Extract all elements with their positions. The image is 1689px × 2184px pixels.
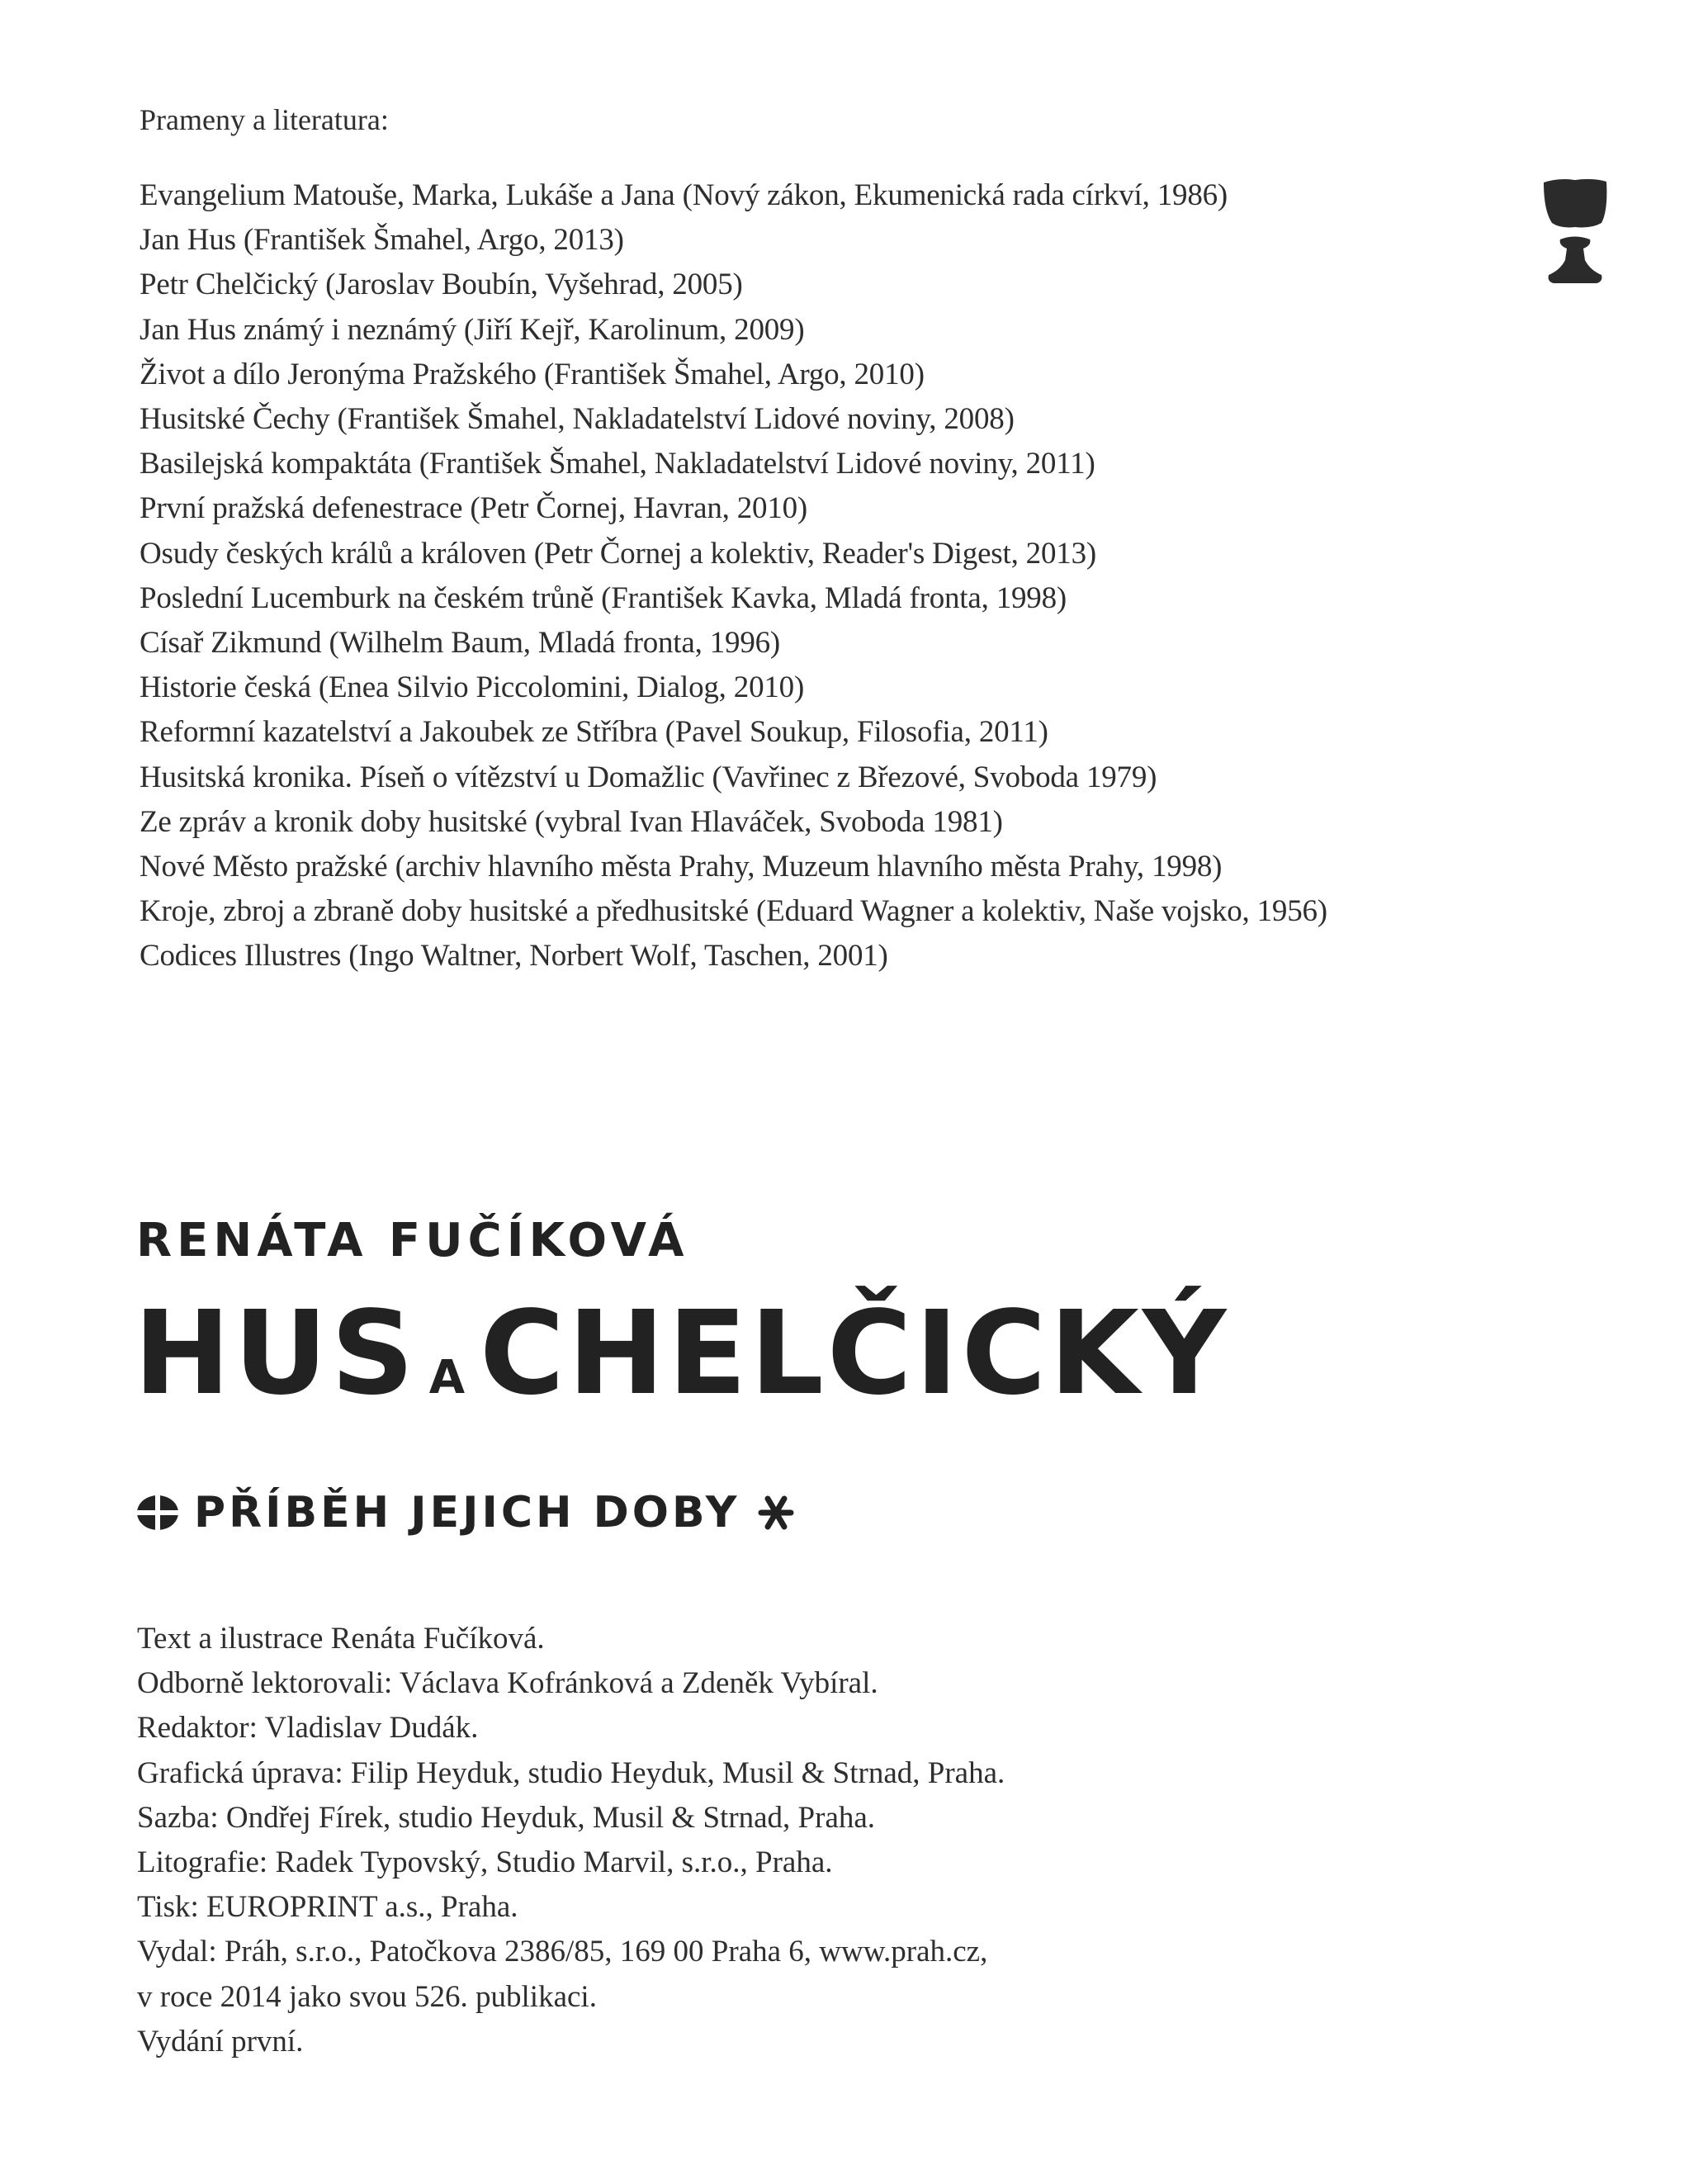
credit-line: Litografie: Radek Typovský, Studio Marvil, s.r.o., Praha. (137, 1845, 833, 1880)
source-item: Husitská kronika. Píseň o vítězství u Domažlic (Vavřinec z Březové, Svoboda 1979) (140, 760, 1157, 794)
source-item: Petr Chelčický (Jaroslav Boubín, Vyšehrad, 2005) (140, 268, 743, 302)
source-item: První pražská defenestrace (Petr Čornej, Havran, 2010) (140, 491, 808, 526)
star-ornament-icon (755, 1494, 797, 1532)
credit-line: v roce 2014 jako svou 526. publikaci. (137, 1979, 597, 2014)
source-item: Jan Hus známý i neznámý (Jiří Kejř, Karolinum, 2009) (140, 312, 805, 347)
source-item: Husitské Čechy (František Šmahel, Nakladatelství Lidové noviny, 2008) (140, 402, 1015, 437)
source-item: Poslední Lucemburk na českém trůně (František Kavka, Mladá fronta, 1998) (140, 580, 1067, 615)
chalice-icon (1542, 178, 1608, 289)
source-item: Osudy českých králů a královen (Petr Čornej a kolektiv, Reader's Digest, 2013) (140, 536, 1096, 571)
source-item: Kroje, zbroj a zbraně doby husitské a předhusitské (Eduard Wagner a kolektiv, Naše vojsko, 1956) (140, 894, 1327, 929)
credit-line: Redaktor: Vladislav Dudák. (137, 1711, 479, 1746)
title-conjunction: A (428, 1351, 469, 1405)
title-part-hus: HUS (134, 1286, 418, 1421)
source-item: Život a dílo Jeronýma Pražského (František Šmahel, Argo, 2010) (140, 357, 925, 391)
book-title (134, 1286, 1230, 1421)
credit-line: Odborně lektorovali: Václava Kofránková a Zdeněk Vybíral. (137, 1666, 878, 1701)
credit-line: Sazba: Ondřej Fírek, studio Heyduk, Musil & Strnad, Praha. (137, 1800, 876, 1835)
credit-line: Grafická úprava: Filip Heyduk, studio Heyduk, Musil & Strnad, Praha. (137, 1755, 1005, 1790)
source-item: Evangelium Matouše, Marka, Lukáše a Jana (Nový zákon, Ekumenická rada církví, 1986) (140, 178, 1228, 212)
source-item: Codices Illustres (Ingo Waltner, Norbert Wolf, Taschen, 2001) (140, 939, 888, 974)
source-item: Jan Hus (František Šmahel, Argo, 2013) (140, 223, 624, 258)
subtitle-text: PŘÍBĚH JEJICH DOBY (194, 1488, 740, 1537)
source-item: Reformní kazatelství a Jakoubek ze Stříbra (Pavel Soukup, Filosofia, 2011) (140, 715, 1048, 750)
source-item: Nové Město pražské (archiv hlavního města Prahy, Muzeum hlavního města Prahy, 1998) (140, 850, 1223, 884)
credit-line: Vydal: Práh, s.r.o., Patočkova 2386/85, 169 00 Praha 6, www.prah.cz, (137, 1935, 988, 1969)
source-item: Historie česká (Enea Silvio Piccolomini, Dialog, 2010) (140, 670, 805, 705)
credit-line: Text a ilustrace Renáta Fučíková. (137, 1622, 545, 1656)
imprint-credits (137, 1617, 1005, 2064)
book-subtitle-row (136, 1488, 797, 1537)
sources-heading: Prameny a literatura: (140, 103, 389, 136)
sources-list (140, 173, 1327, 979)
source-item: Basilejská kompaktáta (František Šmahel, Nakladatelství Lidové noviny, 2011) (140, 447, 1095, 481)
credit-line: Tisk: EUROPRINT a.s., Praha. (137, 1890, 518, 1925)
title-part-chelcicky: CHELČICKÝ (480, 1286, 1230, 1421)
book-author: RENÁTA FUČÍKOVÁ (136, 1214, 689, 1267)
cross-ornament-icon (136, 1494, 179, 1532)
source-item: Císař Zikmund (Wilhelm Baum, Mladá fronta, 1996) (140, 626, 781, 661)
source-item: Ze zpráv a kronik doby husitské (vybral Ivan Hlaváček, Svoboda 1981) (140, 804, 1003, 839)
credit-line: Vydání první. (137, 2024, 304, 2058)
